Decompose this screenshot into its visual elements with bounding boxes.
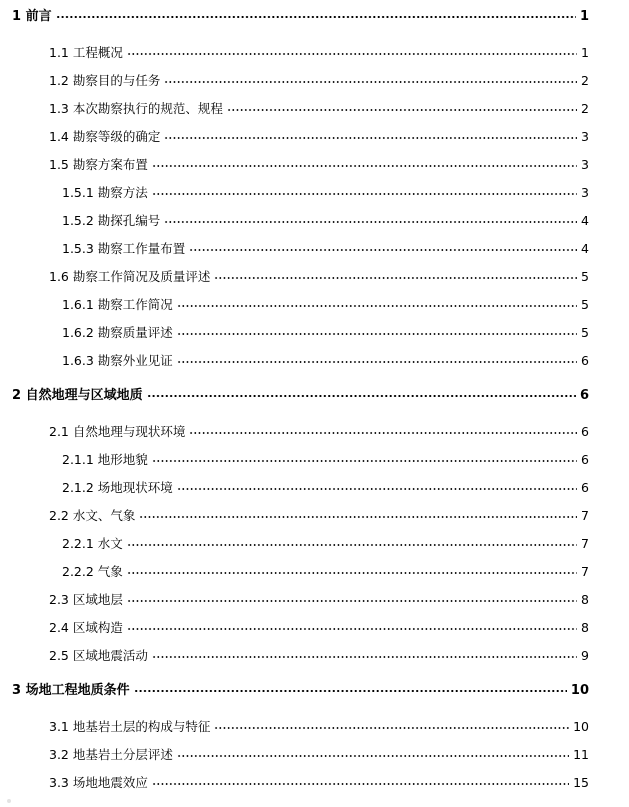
toc-entry-page: 6 (579, 388, 589, 403)
toc-entry-1-3[interactable] (49, 101, 589, 117)
toc-entry-title: 1 前言 (12, 9, 52, 24)
toc-entry-page: 6 (581, 480, 589, 495)
toc-entry-2-1-2[interactable] (62, 480, 589, 496)
toc-entry-page: 7 (581, 508, 589, 523)
toc-entry-page: 4 (581, 241, 589, 256)
dot-leader (127, 599, 577, 603)
dot-leader (152, 192, 577, 196)
toc-entry-title: 2.1 自然地理与现状环境 (49, 424, 186, 439)
toc-entry-title: 1.6.2 勘察质量评述 (62, 325, 173, 340)
dot-leader (139, 515, 577, 519)
toc-entry-chapter-1[interactable] (12, 9, 589, 25)
dot-leader (177, 754, 569, 758)
toc-entry-page: 9 (581, 648, 589, 663)
dot-leader (134, 689, 567, 693)
toc-entry-1-5[interactable] (49, 157, 589, 173)
dot-leader (177, 360, 577, 364)
toc-entry-page: 3 (581, 185, 589, 200)
toc-entry-page: 8 (581, 620, 589, 635)
toc-entry-page: 3 (581, 129, 589, 144)
toc-entry-2-2-2[interactable] (62, 564, 589, 580)
dot-leader (227, 108, 577, 112)
dot-leader (152, 459, 577, 463)
toc-entry-title: 2.1.2 场地现状环境 (62, 480, 173, 495)
toc-entry-2-3[interactable] (49, 592, 589, 608)
dot-leader (147, 394, 576, 398)
toc-entry-page: 1 (581, 45, 589, 60)
toc-entry-title: 3.3 场地地震效应 (49, 775, 148, 790)
toc-entry-page: 6 (581, 452, 589, 467)
dot-leader (189, 248, 577, 252)
toc-entry-1-6-3[interactable] (62, 353, 589, 369)
toc-entry-title: 2.2 水文、气象 (49, 508, 136, 523)
dot-leader (189, 431, 577, 435)
toc-entry-2-4[interactable] (49, 620, 589, 636)
toc-entry-title: 2.5 区域地震活动 (49, 648, 148, 663)
dot-leader (152, 655, 577, 659)
toc-entry-title: 2 自然地理与区域地质 (12, 388, 143, 403)
dot-leader (214, 726, 569, 730)
toc-entry-title: 3.1 地基岩土层的构成与特征 (49, 719, 211, 734)
toc-entry-title: 3.2 地基岩土分层评述 (49, 747, 173, 762)
toc-entry-title: 1.5 勘察方案布置 (49, 157, 148, 172)
toc-entry-page: 3 (581, 157, 589, 172)
toc-entry-page: 2 (581, 101, 589, 116)
toc-entry-page: 10 (573, 719, 589, 734)
dot-leader (177, 332, 577, 336)
toc-entry-2-2-1[interactable] (62, 536, 589, 552)
toc-entry-title: 2.3 区域地层 (49, 592, 123, 607)
toc-entry-1-1[interactable] (49, 45, 589, 61)
dot-leader (177, 487, 577, 491)
toc-entry-title: 2.2.2 气象 (62, 564, 123, 579)
dot-leader (127, 52, 577, 56)
toc-entry-1-6-2[interactable] (62, 325, 589, 341)
toc-entry-title: 1.5.1 勘察方法 (62, 185, 148, 200)
toc-entry-1-5-1[interactable] (62, 185, 589, 201)
dot-leader (164, 220, 577, 224)
toc-entry-page: 6 (581, 424, 589, 439)
toc-entry-title: 1.6 勘察工作简况及质量评述 (49, 269, 211, 284)
toc-entry-page: 8 (581, 592, 589, 607)
dot-leader (177, 304, 577, 308)
toc-entry-page: 6 (581, 353, 589, 368)
toc-entry-title: 1.6.3 勘察外业见证 (62, 353, 173, 368)
toc-entry-page: 1 (579, 9, 589, 24)
toc-entry-1-5-2[interactable] (62, 213, 589, 229)
toc-entry-title: 1.3 本次勘察执行的规范、规程 (49, 101, 223, 116)
toc-entry-page: 2 (581, 73, 589, 88)
toc-entry-chapter-3[interactable] (12, 683, 589, 699)
toc-entry-2-2[interactable] (49, 508, 589, 524)
toc-entry-page: 7 (581, 536, 589, 551)
dot-leader (127, 571, 577, 575)
toc-entry-page: 4 (581, 213, 589, 228)
toc-entry-2-1-1[interactable] (62, 452, 589, 468)
toc-entry-1-2[interactable] (49, 73, 589, 89)
toc-entry-title: 1.5.2 勘探孔编号 (62, 213, 161, 228)
toc-entry-page: 7 (581, 564, 589, 579)
toc-entry-1-5-3[interactable] (62, 241, 589, 257)
dot-leader (152, 164, 577, 168)
toc-entry-2-1[interactable] (49, 424, 589, 440)
toc-entry-1-6-1[interactable] (62, 297, 589, 313)
toc-entry-1-4[interactable] (49, 129, 589, 145)
toc-entry-title: 1.4 勘察等级的确定 (49, 129, 161, 144)
dot-leader (164, 80, 577, 84)
toc-entry-title: 1.1 工程概况 (49, 45, 123, 60)
toc-entry-title: 2.1.1 地形地貌 (62, 452, 148, 467)
toc-entry-page: 11 (573, 747, 589, 762)
dot-leader (152, 782, 569, 786)
dot-leader (164, 136, 577, 140)
toc-entry-page: 15 (573, 775, 589, 790)
toc-entry-3-2[interactable] (49, 747, 589, 763)
toc-entry-3-1[interactable] (49, 719, 589, 735)
toc-entry-page: 5 (581, 269, 589, 284)
toc-entry-title: 2.2.1 水文 (62, 536, 123, 551)
toc-entry-title: 1.2 勘察目的与任务 (49, 73, 161, 88)
toc-entry-page: 5 (581, 325, 589, 340)
page-corner-mark (7, 799, 11, 803)
toc-entry-chapter-2[interactable] (12, 388, 589, 404)
toc-entry-2-5[interactable] (49, 648, 589, 664)
toc-entry-title: 2.4 区域构造 (49, 620, 123, 635)
dot-leader (127, 627, 577, 631)
dot-leader (214, 276, 577, 280)
toc-entry-title: 1.6.1 勘察工作简况 (62, 297, 173, 312)
dot-leader (127, 543, 577, 547)
toc-entry-title: 1.5.3 勘察工作量布置 (62, 241, 186, 256)
toc-entry-3-3[interactable] (49, 775, 589, 791)
toc-entry-title: 3 场地工程地质条件 (12, 683, 130, 698)
dot-leader (56, 15, 576, 19)
toc-entry-page: 10 (570, 683, 589, 698)
toc-entry-page: 5 (581, 297, 589, 312)
toc-entry-1-6[interactable] (49, 269, 589, 285)
